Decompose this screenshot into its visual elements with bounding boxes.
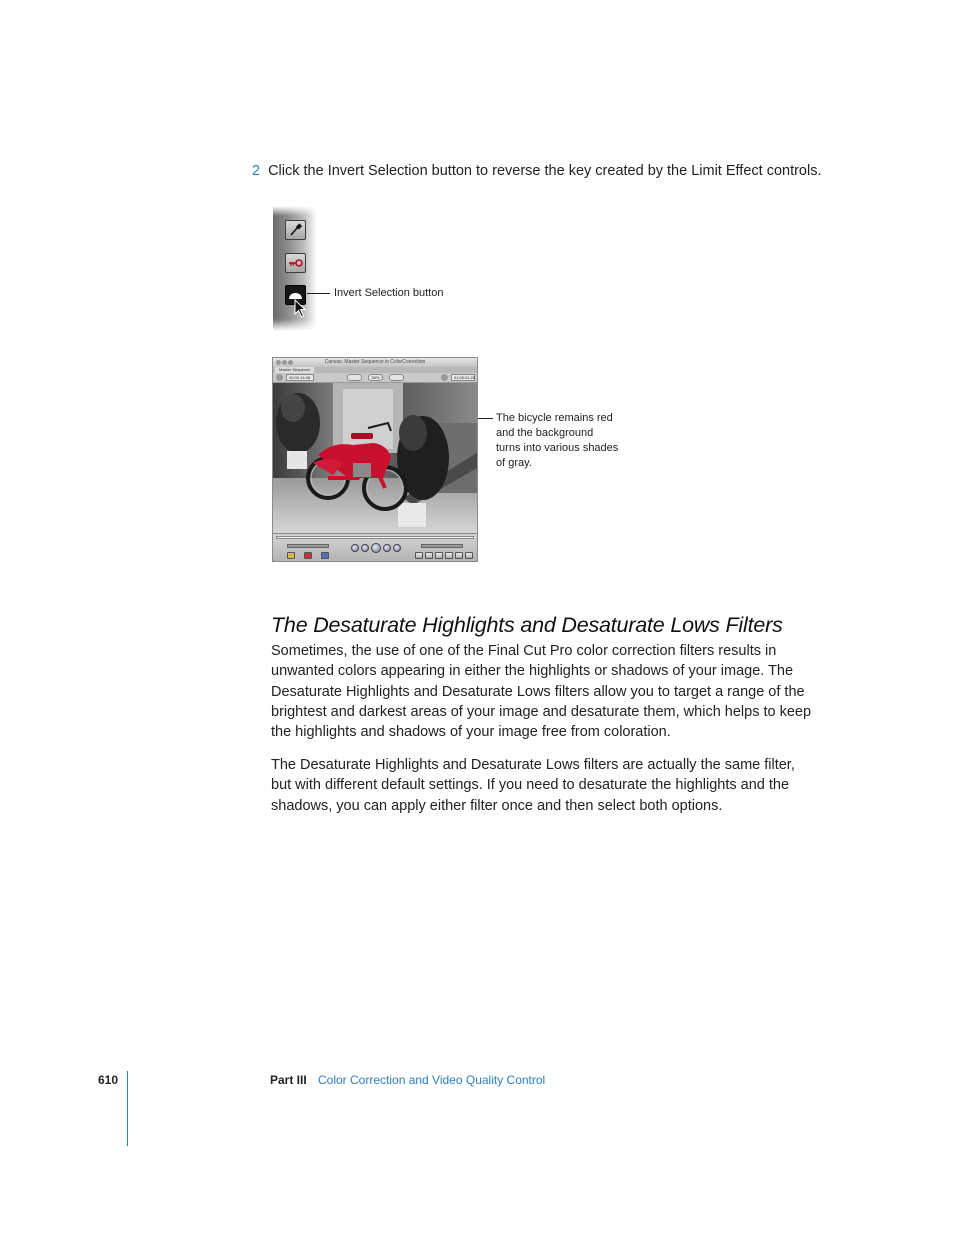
scrubber-bar[interactable] [276,536,474,539]
limit-effect-button-palette [273,206,317,331]
canvas-window-title: Canvas: Master Sequence in ColorCorrection [324,359,426,365]
shuttle-control[interactable] [421,544,463,548]
step-number: 2 [252,163,261,179]
canvas-window [272,357,478,562]
insert-edit-button[interactable] [287,552,295,559]
callout-line-bicycle [478,418,493,419]
mark-clip-button[interactable] [425,552,433,559]
section-heading: The Desaturate Highlights and Desaturate Lows Filters [271,613,783,637]
add-marker-button[interactable] [445,552,453,559]
play-around-current-button[interactable] [393,544,401,552]
mark-out-button[interactable] [465,552,473,559]
overwrite-edit-button[interactable] [304,552,312,559]
add-keyframe-button[interactable] [435,552,443,559]
timecode-duration-field[interactable]: 00:00:14:08 [286,374,314,381]
replace-edit-button[interactable] [321,552,329,559]
body-paragraph-2: The Desaturate Highlights and Desaturate Lows filters are actually the same filter, but with different default settings. If you need to desaturate the highlights and the shadows, you can apply either filter once and then select both options. [271,757,795,814]
previous-edit-button[interactable] [361,544,369,552]
next-edit-button[interactable] [383,544,391,552]
callout-bicycle-line-3: turns into various shades [496,442,619,454]
canvas-transport-controls [273,533,477,562]
footer-divider [127,1071,128,1146]
footer-chapter-link[interactable]: Color Correction and Video Quality Control [318,1073,546,1087]
tab-master-sequence[interactable]: Master Sequence [275,367,314,373]
eyedropper-button[interactable] [285,220,306,240]
callout-invert-selection: Invert Selection button [334,287,444,299]
page-number: 610 [98,1073,119,1087]
canvas-toolbar [273,373,477,383]
play-button[interactable] [371,543,381,553]
jog-control[interactable] [287,544,329,548]
step-instruction [252,163,822,179]
callout-line-invert [307,293,330,294]
view-mode-popup[interactable] [347,374,362,381]
key-button[interactable] [285,253,306,273]
mark-in-button[interactable] [455,552,463,559]
body-paragraph-1: Sometimes, the use of one of the Final Cut Pro color correction filters results in unwanted colors appearing in either the highlights or shadows of your image. The Desaturate Highlights and Desaturate Lows filters allow you to target a range of the brightest and darkest areas of your image and desaturate them, which helps to keep the highlights and shadows of your image free from coloration. [271,643,812,741]
callout-bicycle-line-2: and the background [496,427,594,439]
playhead-icon [441,374,448,381]
play-in-to-out-button[interactable] [351,544,359,552]
zoom-popup[interactable]: 56% [368,374,383,381]
canvas-image-bicycle [273,383,477,533]
callout-bicycle-line-4: of gray. [496,457,532,469]
callout-bicycle [496,411,618,471]
step-text: Click the Invert Selection button to reverse the key created by the Limit Effect controls. [268,163,822,179]
footer-part-label: Part III [270,1073,307,1087]
view-options-popup[interactable] [389,374,404,381]
match-frame-button[interactable] [415,552,423,559]
current-timecode-field[interactable]: 01:00:01:20 [451,374,475,381]
timecode-duration-icon [276,374,283,381]
callout-bicycle-line-1: The bicycle remains red [496,412,613,424]
